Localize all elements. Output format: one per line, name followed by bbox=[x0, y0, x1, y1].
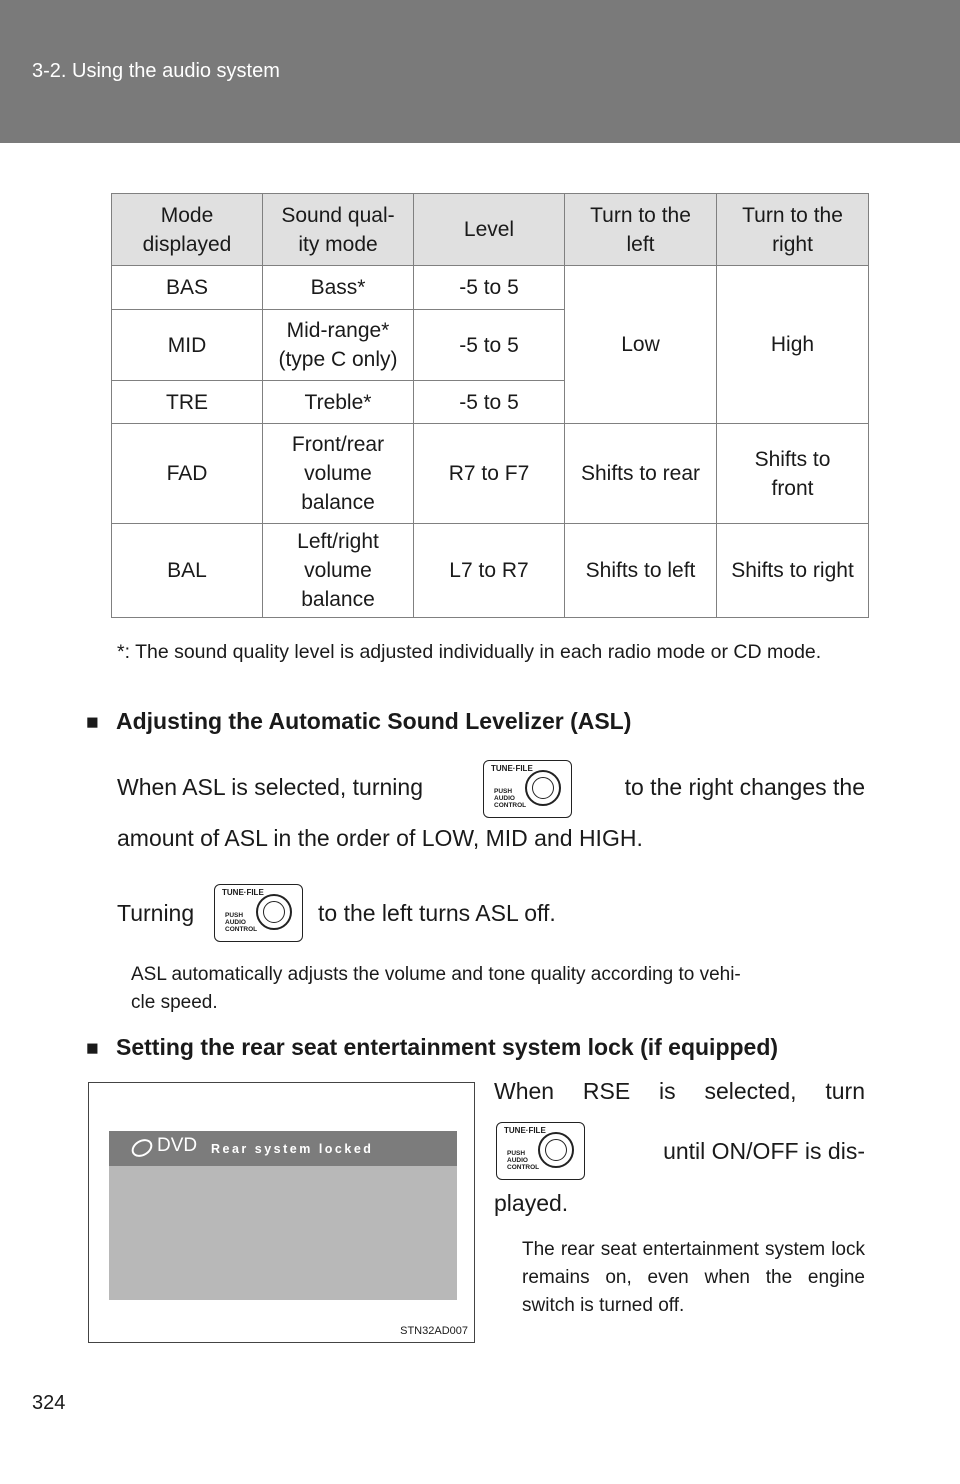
cell-level: L7 to R7 bbox=[414, 524, 565, 618]
rse-line-1: When RSE is selected, turn bbox=[494, 1078, 865, 1104]
table-row bbox=[112, 524, 869, 618]
cell-right: High bbox=[717, 266, 869, 424]
header-quality: Sound qual- ity mode bbox=[263, 194, 414, 266]
cell-mode: BAL bbox=[112, 524, 263, 618]
disc-icon bbox=[128, 1136, 155, 1161]
table-header-row bbox=[112, 194, 869, 266]
screen-status: Rear system locked bbox=[211, 1142, 374, 1156]
header-mode: Mode displayed bbox=[112, 194, 263, 266]
table-row bbox=[112, 266, 869, 310]
figure-code: STN32AD007 bbox=[400, 1325, 468, 1337]
screen-mode: DVD bbox=[157, 1135, 198, 1156]
heading-bullet-icon: ■ bbox=[86, 1037, 99, 1060]
cell-mode: MID bbox=[112, 310, 263, 381]
table-footnote: *: The sound quality level is adjusted individually in each radio mode or CD mode. bbox=[117, 641, 822, 663]
cell-quality: Front/rear volume balance bbox=[263, 424, 414, 524]
rse-note: The rear seat entertainment system lock remains on, even when the engine switch is turned off. bbox=[522, 1239, 865, 1316]
cell-mode: FAD bbox=[112, 424, 263, 524]
cell-left: Shifts to rear bbox=[565, 424, 717, 524]
rse-heading: ■ Setting the rear seat entertainment system lock (if equipped) bbox=[86, 1034, 779, 1060]
table-row bbox=[112, 424, 869, 524]
cell-quality: Bass* bbox=[263, 266, 414, 310]
rse-line-2: until ON/OFF is dis- bbox=[663, 1138, 865, 1164]
asl-heading: ■ Adjusting the Automatic Sound Levelizer (ASL) bbox=[86, 708, 632, 734]
tune-file-knob-icon: TUNE·FILE PUSH AUDIO CONTROL bbox=[214, 884, 303, 942]
cell-level: -5 to 5 bbox=[414, 381, 565, 424]
page-header bbox=[0, 0, 960, 143]
display-screen bbox=[109, 1131, 457, 1300]
header-right: Turn to the right bbox=[717, 194, 869, 266]
tune-file-knob-icon: TUNE·FILE PUSH AUDIO CONTROL bbox=[496, 1122, 585, 1180]
asl-line-3-end: to the left turns ASL off. bbox=[318, 900, 556, 926]
section-title: 3-2. Using the audio system bbox=[32, 60, 280, 82]
cell-left: Low bbox=[565, 266, 717, 424]
cell-right: Shifts to front bbox=[717, 424, 869, 524]
rse-line-3: played. bbox=[494, 1190, 569, 1216]
cell-quality: Treble* bbox=[263, 381, 414, 424]
cell-level: -5 to 5 bbox=[414, 310, 565, 381]
header-left: Turn to the left bbox=[565, 194, 717, 266]
cell-left: Shifts to left bbox=[565, 524, 717, 618]
asl-line-1-end: to the right changes the bbox=[624, 774, 865, 800]
asl-note: ASL automatically adjusts the volume and tone quality according to vehi- cle speed. bbox=[131, 964, 741, 1013]
cell-mode: TRE bbox=[112, 381, 263, 424]
header-level: Level bbox=[414, 194, 565, 266]
rse-screen-figure bbox=[88, 1082, 475, 1343]
cell-quality: Left/right volume balance bbox=[263, 524, 414, 618]
cell-mode: BAS bbox=[112, 266, 263, 310]
screen-status-bar bbox=[109, 1131, 457, 1166]
tune-file-knob-icon: TUNE·FILE PUSH AUDIO CONTROL bbox=[483, 760, 572, 818]
cell-quality: Mid-range* (type C only) bbox=[263, 310, 414, 381]
asl-line-2: amount of ASL in the order of LOW, MID and HIGH. bbox=[117, 825, 643, 851]
cell-level: -5 to 5 bbox=[414, 266, 565, 310]
asl-line-1: When ASL is selected, turning bbox=[117, 774, 423, 800]
cell-right: Shifts to right bbox=[717, 524, 869, 618]
sound-settings-table bbox=[111, 193, 869, 618]
asl-line-3: Turning bbox=[117, 900, 195, 926]
heading-bullet-icon: ■ bbox=[86, 711, 99, 734]
cell-level: R7 to F7 bbox=[414, 424, 565, 524]
page-number: 324 bbox=[32, 1392, 66, 1414]
